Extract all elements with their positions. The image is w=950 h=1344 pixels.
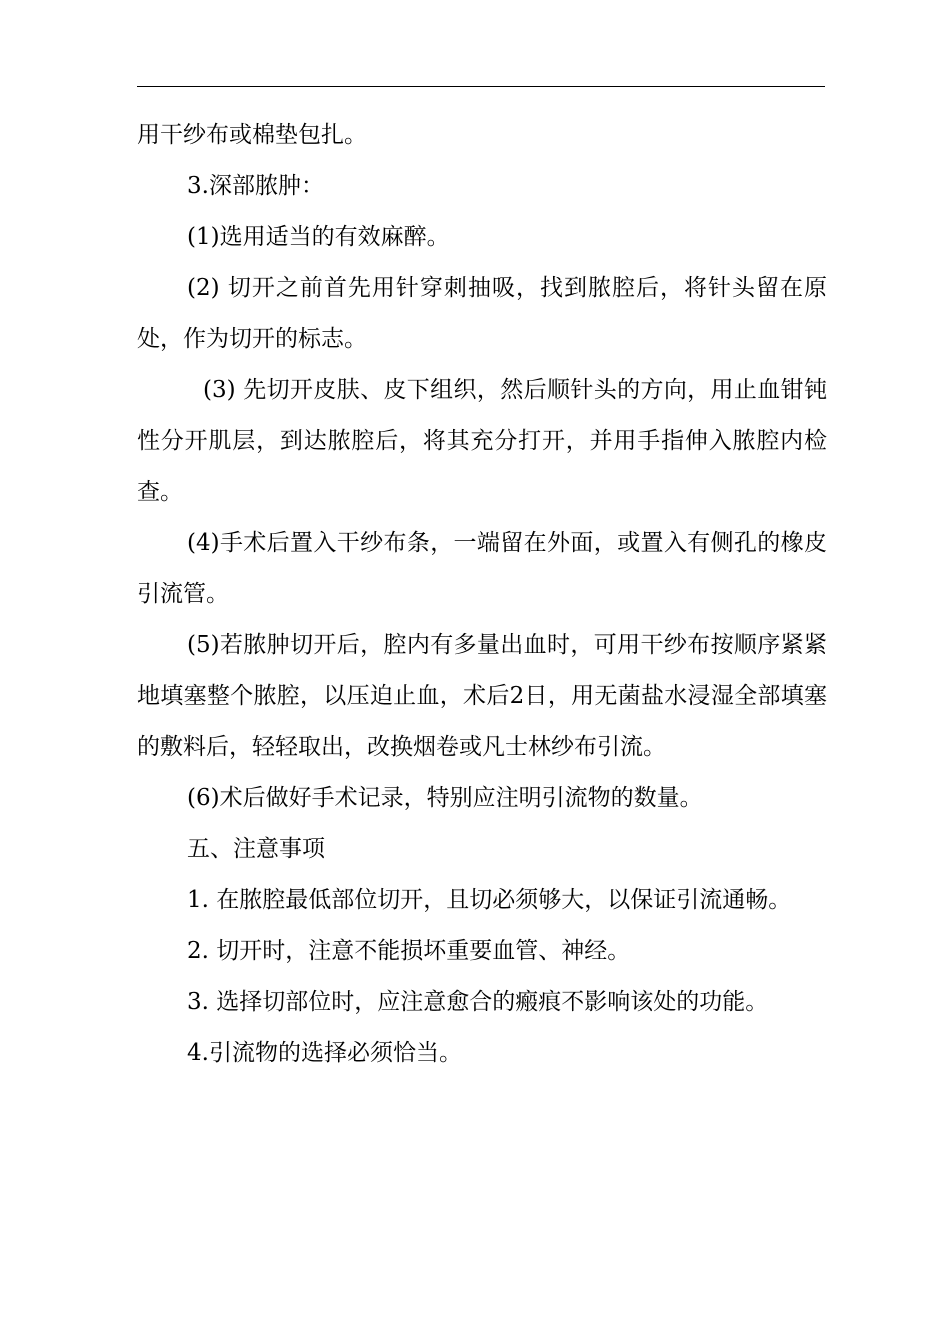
list-item-3: (3) 先切开皮肤、皮下组织，然后顺针头的方向，用止血钳钝性分开肌层，到达脓腔后，将其充分打开，并用手指伸入脓腔内检查。 bbox=[137, 377, 827, 505]
note-item-3: 3. 选择切部位时，应注意愈合的瘢痕不影响该处的功能。 bbox=[187, 989, 769, 1015]
list-item-4: (4)手术后置入干纱布条，一端留在外面，或置入有侧孔的橡皮引流管。 bbox=[137, 530, 827, 607]
note-item-1: 1. 在脓腔最低部位切开，且切必须够大，以保证引流通畅。 bbox=[187, 887, 792, 913]
section-heading-notes: 五、注意事项 bbox=[187, 836, 325, 862]
paragraph-continuation: 用干纱布或棉垫包扎。 bbox=[137, 122, 367, 148]
note-item-4: 4.引流物的选择必须恰当。 bbox=[187, 1040, 462, 1066]
list-item-6: (6)术后做好手术记录，特别应注明引流物的数量。 bbox=[187, 785, 703, 811]
list-item-5: (5)若脓肿切开后，腔内有多量出血时，可用干纱布按顺序紧紧地填塞整个脓腔，以压迫止血，术后2日，用无菌盐水浸湿全部填塞的敷料后，轻轻取出，改换烟卷或凡士林纱布引流。 bbox=[137, 632, 827, 760]
note-item-2: 2. 切开时，注意不能损坏重要血管、神经。 bbox=[187, 938, 631, 964]
section-heading-deep-abscess: 3.深部脓肿： bbox=[187, 173, 324, 199]
header-rule bbox=[137, 86, 825, 87]
document-body bbox=[137, 110, 827, 1079]
list-item-1: (1)选用适当的有效麻醉。 bbox=[187, 224, 450, 250]
list-item-2: (2) 切开之前首先用针穿刺抽吸，找到脓腔后，将针头留在原处，作为切开的标志。 bbox=[137, 275, 827, 352]
